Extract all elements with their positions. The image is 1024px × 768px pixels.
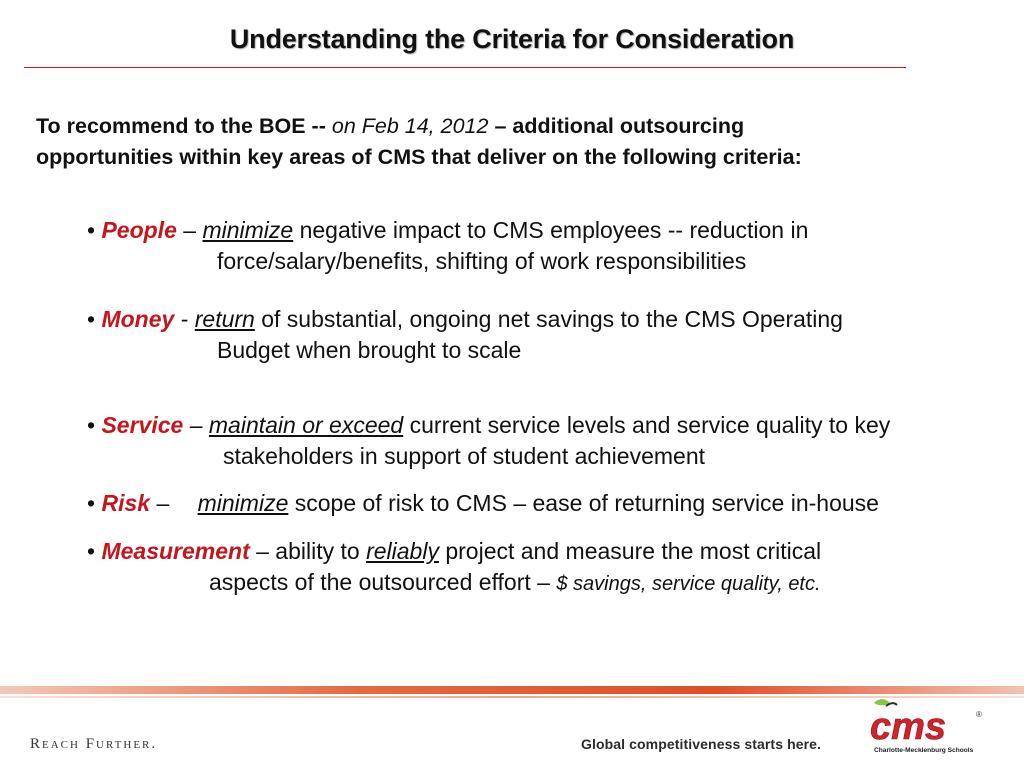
criteria-text: current service levels and service quality to key xyxy=(409,412,891,438)
criteria-emphasis: minimize xyxy=(197,490,289,516)
bullet-dot: • xyxy=(87,217,96,243)
criteria-separator: – xyxy=(156,490,170,516)
criteria-emphasis: minimize xyxy=(202,217,294,243)
criteria-item-people xyxy=(87,215,1007,277)
cms-logo xyxy=(866,697,988,757)
title-underline-rule xyxy=(24,67,906,68)
intro-paragraph xyxy=(36,111,996,173)
criteria-text-continued: Budget when brought to scale xyxy=(217,337,522,363)
registered-mark: ® xyxy=(976,710,982,719)
intro-rest: – additional outsourcing xyxy=(494,114,745,138)
criteria-text-continued xyxy=(87,567,1007,600)
criteria-keyword: Risk xyxy=(101,490,151,516)
footer-tagline: Global competitiveness starts here. xyxy=(581,736,822,752)
criteria-separator: – xyxy=(189,412,203,438)
criteria-text-line2: aspects of the outsourced effort – xyxy=(209,569,550,595)
criteria-separator: – xyxy=(183,217,197,243)
criteria-text: project and measure the most critical xyxy=(445,538,822,564)
criteria-keyword: Measurement xyxy=(101,538,250,564)
slide-title: Understanding the Criteria for Consideration xyxy=(229,24,795,54)
apple-leaf-icon xyxy=(874,699,897,706)
criteria-separator: – ability to xyxy=(256,538,360,564)
bullet-dot: • xyxy=(87,412,96,438)
criteria-emphasis: maintain or exceed xyxy=(208,412,404,438)
bullet-dot: • xyxy=(87,306,96,332)
intro-date: on Feb 14, 2012 xyxy=(331,114,489,138)
criteria-emphasis: reliably xyxy=(366,538,439,564)
criteria-item-measurement xyxy=(87,536,1007,600)
bullet-dot: • xyxy=(87,490,96,516)
intro-line2: opportunities within key areas of CMS that deliver on the following criteria: xyxy=(36,145,802,169)
intro-lead: To recommend to the BOE -- xyxy=(36,114,326,138)
criteria-emphasis: return xyxy=(194,306,255,332)
bullet-dot: • xyxy=(87,538,96,564)
criteria-keyword: People xyxy=(101,217,177,243)
footer-accent-band xyxy=(0,686,1024,694)
criteria-keyword: Service xyxy=(101,412,184,438)
criteria-keyword: Money xyxy=(101,306,175,332)
criteria-text-continued: force/salary/benefits, shifting of work responsibilities xyxy=(217,248,747,274)
logo-wordmark: cms xyxy=(870,706,947,748)
criteria-text: negative impact to CMS employees -- reduction in xyxy=(299,217,809,243)
criteria-item-money xyxy=(87,304,1007,366)
reach-further-slogan: Reach Further. xyxy=(30,736,158,752)
criteria-item-risk xyxy=(87,488,1007,519)
criteria-text: of substantial, ongoing net savings to the CMS Operating xyxy=(261,306,843,332)
criteria-separator: - xyxy=(180,306,189,332)
logo-subtext: Charlotte-Mecklenburg Schools xyxy=(874,747,974,754)
criteria-item-service xyxy=(87,410,1007,472)
criteria-note: $ savings, service quality, etc. xyxy=(556,573,821,595)
criteria-text-continued: stakeholders in support of student achievement xyxy=(223,443,706,469)
criteria-text: scope of risk to CMS – ease of returning service in-house xyxy=(294,490,879,516)
